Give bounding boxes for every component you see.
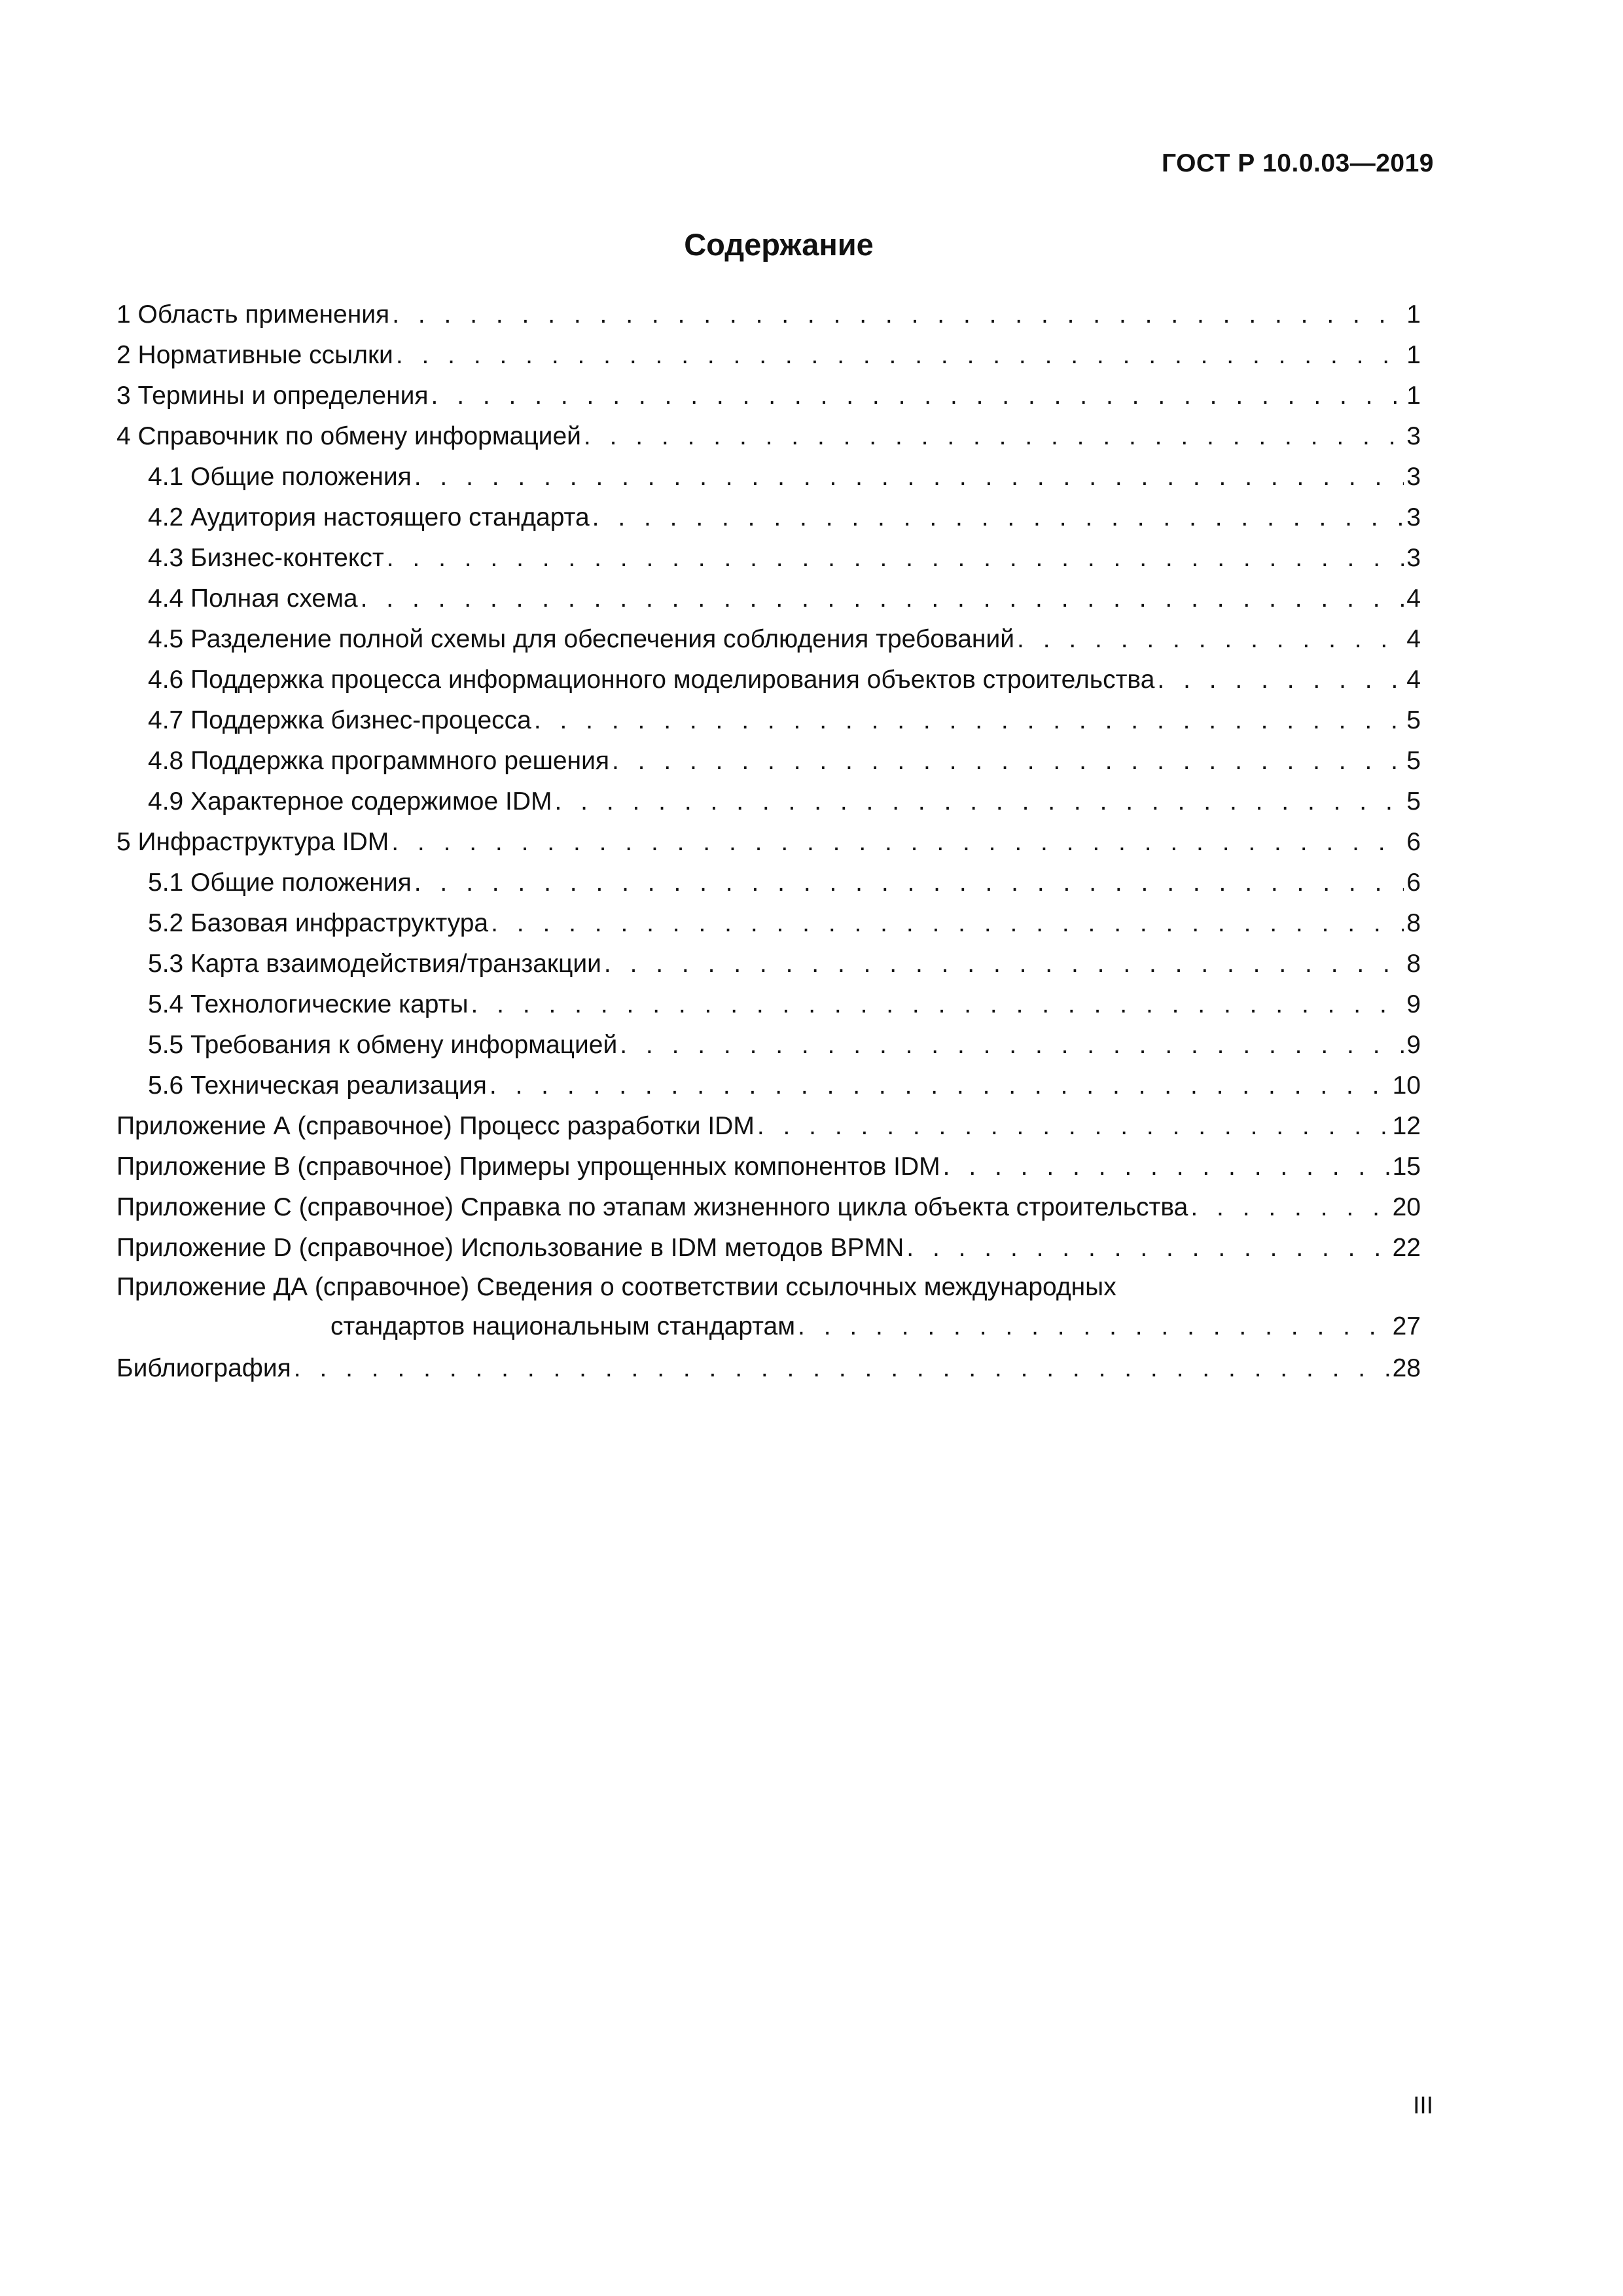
toc-entry-label: Приложение D (справочное) Использование в IDM методов BPMN	[116, 1228, 906, 1268]
toc-leader-dots	[592, 497, 1404, 538]
toc-entry[interactable]	[116, 660, 1421, 700]
toc-leader-dots	[414, 457, 1404, 497]
toc-entry-label: 2 Нормативные ссылки	[116, 335, 396, 376]
toc-entry[interactable]	[116, 1228, 1421, 1268]
toc-entry-label: 4.7 Поддержка бизнес-процесса	[148, 700, 534, 741]
toc-leader-dots	[431, 376, 1404, 416]
toc-entry-page: 3	[1404, 497, 1421, 538]
toc-entry-page: 5	[1404, 700, 1421, 741]
toc-entry[interactable]	[116, 944, 1421, 984]
toc-entry[interactable]	[116, 781, 1421, 822]
toc-leader-dots	[555, 781, 1404, 822]
toc-leader-dots	[534, 700, 1404, 741]
toc-entry-label: 4.9 Характерное содержимое IDM	[148, 781, 555, 822]
toc-entry[interactable]	[116, 497, 1421, 538]
toc-entry-page: 9	[1404, 1025, 1421, 1066]
toc-leader-dots	[392, 295, 1404, 335]
toc-entry-page: 4	[1404, 579, 1421, 619]
toc-entry-label: 5.5 Требования к обмену информацией	[148, 1025, 620, 1066]
toc-entry-label: 4.8 Поддержка программного решения	[148, 741, 612, 781]
toc-entry-label: 4.6 Поддержка процесса информационного моделирования объектов строительства	[148, 660, 1157, 700]
toc-title: Содержание	[684, 227, 874, 262]
toc-leader-dots	[620, 1025, 1404, 1066]
toc-leader-dots	[757, 1106, 1390, 1147]
toc-entry-page: 4	[1404, 619, 1421, 660]
toc-entry-page: 6	[1404, 822, 1421, 863]
toc-entry-label: 4.2 Аудитория настоящего стандарта	[148, 497, 592, 538]
toc-entry-page: 28	[1390, 1348, 1421, 1389]
toc-leader-dots	[604, 944, 1404, 984]
toc-leader-dots	[396, 335, 1404, 376]
toc-entry-label: 4.5 Разделение полной схемы для обеспечения соблюдения требований	[148, 619, 1017, 660]
toc-entry[interactable]	[116, 579, 1421, 619]
toc-entry-bibliography[interactable]	[116, 1348, 1421, 1389]
toc-leader-dots	[943, 1147, 1390, 1187]
toc-entry-page: 5	[1404, 741, 1421, 781]
toc-entry[interactable]	[116, 700, 1421, 741]
toc-entry[interactable]	[116, 741, 1421, 781]
toc-entry-label: 5.1 Общие положения	[148, 863, 414, 903]
toc-entry[interactable]	[116, 376, 1421, 416]
toc-leader-dots	[1157, 660, 1404, 700]
toc-entry-page: 10	[1390, 1066, 1421, 1106]
toc-entry-label: 5.3 Карта взаимодействия/транзакции	[148, 944, 604, 984]
toc-entry-page: 3	[1404, 538, 1421, 579]
toc-leader-dots	[414, 863, 1404, 903]
toc-entry-label: Приложение А (справочное) Процесс разработки IDM	[116, 1106, 757, 1147]
toc-entry-label: Библиография	[116, 1348, 294, 1389]
toc-entry-page: 6	[1404, 863, 1421, 903]
toc-entry-page: 1	[1404, 335, 1421, 376]
toc-leader-dots	[391, 822, 1404, 863]
toc-entry[interactable]	[116, 335, 1421, 376]
toc-leader-dots	[584, 416, 1404, 457]
page-number: III	[1413, 2092, 1433, 2119]
toc-entry[interactable]	[116, 295, 1421, 335]
document-code: ГОСТ Р 10.0.03—2019	[1161, 149, 1434, 177]
toc-leader-dots	[294, 1348, 1390, 1389]
toc-entry-label: 1 Область применения	[116, 295, 392, 335]
toc-entry[interactable]	[116, 822, 1421, 863]
toc-leader-dots	[387, 538, 1404, 579]
toc-leader-dots	[491, 903, 1404, 944]
toc-entry-page: 22	[1390, 1228, 1421, 1268]
toc-entry-page: 1	[1404, 295, 1421, 335]
toc-entry-label: 4.4 Полная схема	[148, 579, 361, 619]
toc-leader-dots	[798, 1306, 1390, 1347]
toc-entry-page: 8	[1404, 903, 1421, 944]
toc-entry-label: 4.1 Общие положения	[148, 457, 414, 497]
toc-entry-label: 5.2 Базовая инфраструктура	[148, 903, 491, 944]
toc-entry[interactable]	[116, 538, 1421, 579]
toc-leader-dots	[906, 1228, 1389, 1268]
toc-entry-page: 12	[1390, 1106, 1421, 1147]
toc-entry[interactable]	[116, 1025, 1421, 1066]
table-of-contents	[116, 295, 1421, 1389]
toc-entry[interactable]	[116, 1066, 1421, 1106]
toc-entry[interactable]	[116, 416, 1421, 457]
toc-entry-label: 4.3 Бизнес-контекст	[148, 538, 387, 579]
toc-entry-page: 3	[1404, 416, 1421, 457]
toc-entry[interactable]	[116, 1147, 1421, 1187]
toc-leader-dots	[471, 984, 1404, 1025]
toc-entry-label: 5 Инфраструктура IDM	[116, 822, 391, 863]
toc-leader-dots	[1190, 1187, 1389, 1228]
toc-leader-dots	[612, 741, 1404, 781]
toc-entry-label: 5.6 Техническая реализация	[148, 1066, 490, 1106]
toc-entry[interactable]	[116, 457, 1421, 497]
toc-entry-page: 8	[1404, 944, 1421, 984]
toc-entry[interactable]	[116, 903, 1421, 944]
toc-entry-page: 20	[1390, 1187, 1421, 1228]
toc-entry-label: 5.4 Технологические карты	[148, 984, 471, 1025]
toc-entry[interactable]	[116, 863, 1421, 903]
toc-entry-page: 27	[1390, 1306, 1421, 1347]
toc-entry[interactable]	[116, 984, 1421, 1025]
toc-entry-page: 15	[1390, 1147, 1421, 1187]
toc-entry-page: 5	[1404, 781, 1421, 822]
toc-entry-page: 3	[1404, 457, 1421, 497]
toc-items	[116, 295, 1421, 1268]
toc-entry-label-line2: стандартов национальным стандартам	[330, 1306, 798, 1347]
toc-leader-dots	[1017, 619, 1404, 660]
toc-entry[interactable]	[116, 1187, 1421, 1228]
toc-entry-appendix-da[interactable]	[116, 1268, 1421, 1348]
toc-entry-label: Приложение В (справочное) Примеры упрощенных компонентов IDM	[116, 1147, 943, 1187]
toc-leader-dots	[490, 1066, 1390, 1106]
toc-entry[interactable]	[116, 619, 1421, 660]
toc-entry-page: 1	[1404, 376, 1421, 416]
toc-entry-page: 9	[1404, 984, 1421, 1025]
toc-leader-dots	[361, 579, 1404, 619]
toc-entry-page: 4	[1404, 660, 1421, 700]
toc-entry-label-line1: Приложение ДА (справочное) Сведения о соответствии ссылочных международных	[116, 1273, 1116, 1301]
toc-entry-label: 4 Справочник по обмену информацией	[116, 416, 584, 457]
toc-entry[interactable]	[116, 1106, 1421, 1147]
toc-entry-label: Приложение С (справочное) Справка по этапам жизненного цикла объекта строительства	[116, 1187, 1190, 1228]
toc-entry-label: 3 Термины и определения	[116, 376, 431, 416]
